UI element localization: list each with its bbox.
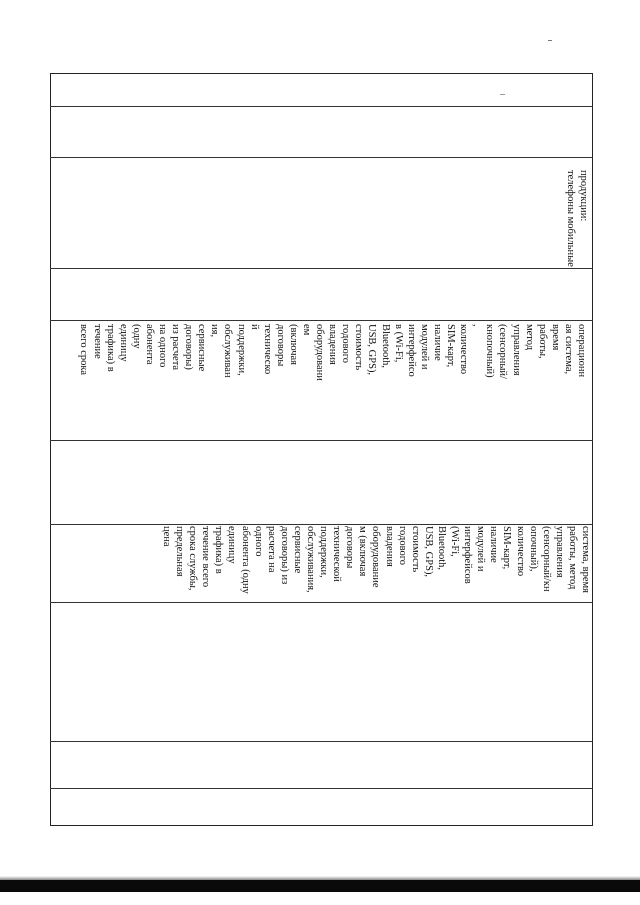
cell-text-line: оборудование — [370, 526, 382, 588]
cell-text-line: сервисные — [291, 526, 303, 574]
cell-text-line: Bluetooth, — [379, 324, 391, 369]
cell-text-line: количество — [514, 526, 526, 577]
cell-text-line: поддержки, — [235, 324, 247, 376]
cell-text-line: кнопочный) — [484, 324, 496, 378]
cell-text-line: ия, — [209, 324, 221, 338]
cell-text-line: договоры — [344, 526, 356, 569]
cell-text-line: продукции: — [578, 170, 589, 222]
cell-text-line: договоры — [274, 324, 286, 367]
cell-text-line: USB, GPS), — [366, 324, 378, 376]
cell-text-line: , — [471, 324, 483, 327]
cell-text-line: договоры) — [183, 324, 195, 370]
cell-text-line: годового — [396, 526, 408, 566]
cell-text-line: ем — [301, 324, 313, 336]
table-row-divider — [50, 602, 593, 603]
cell-text-line: всего срока — [78, 324, 90, 376]
table-row-divider — [50, 524, 593, 525]
cell-text-line: из расчета — [170, 324, 182, 371]
cell-text-line: (сенсорный/ — [497, 324, 509, 379]
cell-text-line: в (Wi-Fi, — [392, 324, 404, 363]
cell-text-line: владения — [383, 526, 395, 567]
cell-text-line: м (включая — [357, 526, 369, 577]
scan-artifact-mark — [548, 40, 552, 41]
cell-text-line: стоимость — [353, 324, 365, 371]
cell-text-line: время — [549, 324, 561, 351]
cell-requirements-full — [160, 526, 592, 594]
cell-text-line: (сенсорный/кн — [540, 526, 552, 592]
cell-text-line: телефоны мобильные — [564, 170, 576, 267]
cell-text-line: техническо — [261, 324, 273, 375]
cell-text-line: течение всего — [200, 526, 212, 588]
cell-text-line: расчета на — [265, 526, 277, 573]
cell-text-line: абонента (одну — [239, 526, 251, 594]
table-row-divider — [50, 320, 593, 321]
table-row-divider — [50, 157, 593, 158]
cell-text-line: количество — [458, 324, 470, 375]
cell-text-line: (включая — [287, 324, 299, 366]
cell-text-line: наличие — [488, 526, 500, 563]
cell-text-line: оборудовани — [314, 324, 326, 381]
cell-text-line: единицу — [117, 324, 129, 362]
cell-text-line: срока службы, — [187, 526, 199, 591]
cell-text-line: интерфейсов — [462, 526, 474, 584]
table-row-divider — [50, 106, 593, 107]
cell-text-line: трафика) в — [104, 324, 116, 372]
cell-text-line: управления — [553, 526, 565, 578]
cell-requirements-short — [77, 324, 588, 381]
cell-text-line: Bluetooth, — [435, 526, 447, 571]
cell-text-line: на одного — [157, 324, 168, 368]
cell-text-line: обслуживан — [222, 324, 234, 378]
cell-text-line: SIM-карт, — [501, 526, 513, 570]
cell-text-line: интерфейсо — [405, 324, 417, 377]
cell-text-line: цена — [161, 526, 172, 547]
cell-text-line: модулей и — [475, 526, 487, 572]
cell-text-line: поддержки, — [318, 526, 330, 578]
cell-text-line: опочный), — [527, 526, 539, 572]
cell-text-line: владения — [327, 324, 339, 365]
cell-text-line: работы, метод — [566, 526, 578, 590]
cell-text-line: SIM-карт, — [445, 324, 457, 368]
cell-text-line: трафика) в — [213, 526, 225, 574]
cell-text-line: работы, — [536, 324, 548, 359]
cell-text-line: абонента — [143, 324, 155, 365]
cell-product-label — [564, 170, 590, 267]
cell-text-line: метод — [523, 324, 535, 351]
cell-text-line: модулей и — [418, 324, 430, 370]
cell-text-line: обслуживания, — [305, 526, 317, 593]
cell-text-line: (Wi-Fi, — [449, 526, 461, 557]
cell-text-line: технической — [331, 526, 343, 582]
cell-text-line: USB, GPS), — [422, 526, 434, 578]
cell-text-line: й — [248, 324, 260, 330]
cell-text-line: система, время — [580, 526, 591, 594]
cell-text-line: сервисные — [196, 324, 208, 372]
cell-text-line: единицу — [226, 526, 238, 564]
table-row-divider — [50, 440, 593, 441]
table-row-divider — [50, 741, 593, 742]
cell-text-line: операционн — [576, 324, 587, 378]
cell-text-line: течение — [91, 324, 103, 359]
table-row-divider — [50, 268, 593, 269]
scan-edge-shadow — [0, 880, 640, 892]
cell-text-line: годового — [340, 324, 352, 364]
cell-text-line: стоимость — [409, 526, 421, 573]
cell-text-line: предельная — [174, 526, 186, 577]
cell-text-line: договоры) из — [278, 526, 290, 585]
cell-text-line: (одну — [130, 324, 142, 349]
cell-text-line: ая система, — [562, 324, 574, 375]
cell-text-line: одного — [252, 526, 264, 557]
cell-text-line: наличие — [431, 324, 443, 361]
requirements-table — [50, 73, 593, 826]
table-row-divider — [50, 788, 593, 789]
cell-text-line: управления — [510, 324, 522, 376]
